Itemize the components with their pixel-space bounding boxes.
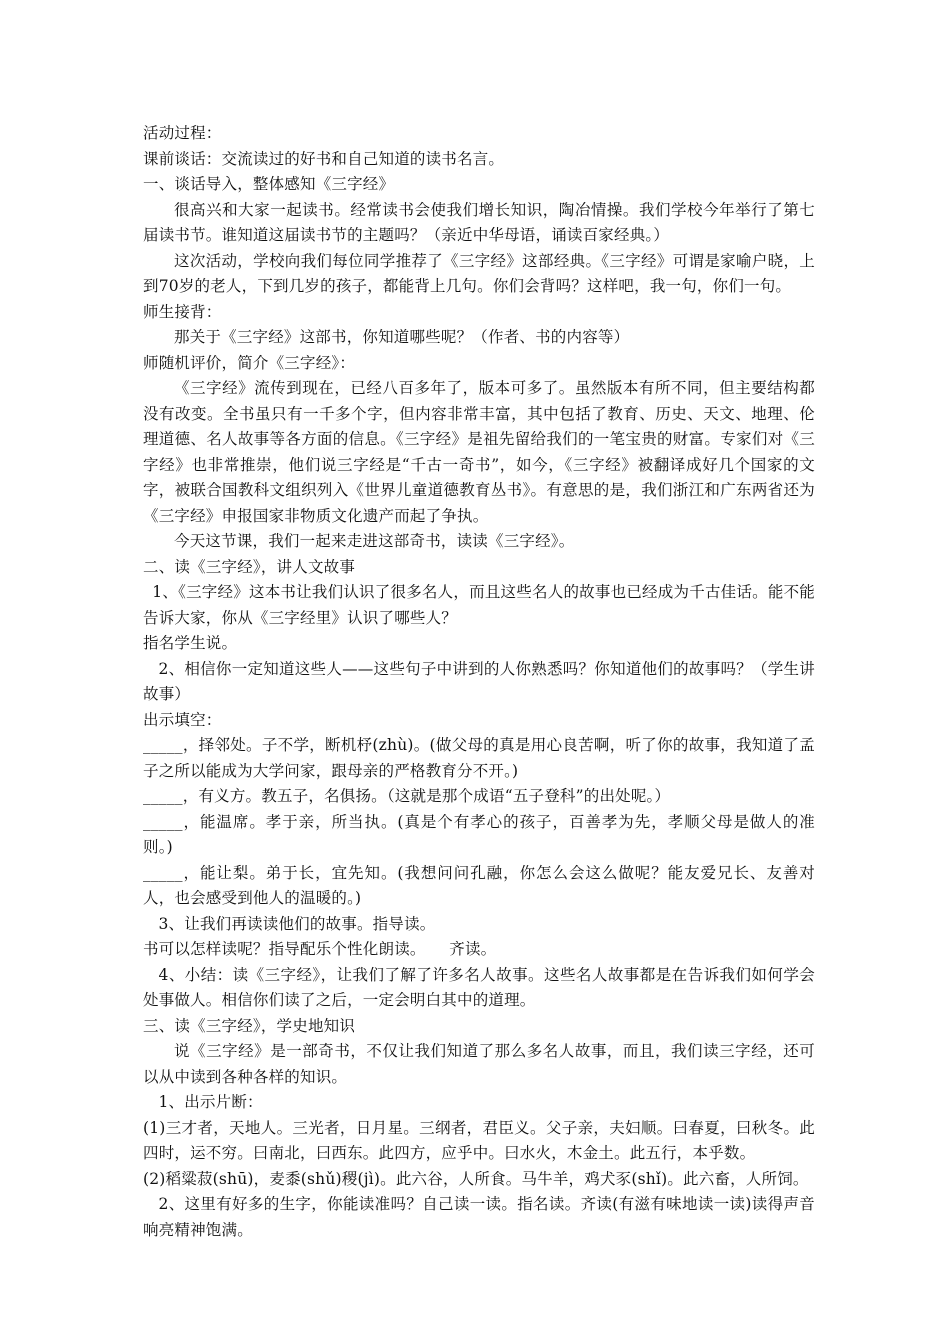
fill-blank-item: _____，能让梨。弟于长，宜先知。(我想问问孔融，你怎么会这么做呢？能友爱兄长、友善对人，也会感受到他人的温暖的。) [143, 863, 815, 907]
paragraph: 师随机评价，简介《三字经》： [143, 353, 356, 372]
paragraph: 1、《三字经》这本书让我们认识了很多名人，而且这些名人的故事也已经成为千古佳话。能不能告诉大家，你从《三字经里》认识了哪些人？ [143, 583, 815, 627]
paragraph: 《三字经》流传到现在，已经八百多年了，版本可多了。虽然版本有所不同，但主要结构都没有改变。全书虽只有一千多个字，但内容非常丰富，其中包括了教育、历史、天文、地理、伦理道德、名人故事等各方面的信息。《三字经》是祖先留给我们的一笔宝贵的财富。专家们对《三字经》也非常推崇，他们说三字经是“千古一奇书”，如今，《三字经》被翻译成好几个国家的文字，被联合国教科文组织列入《世界儿童道德教育丛书》。有意思的是，我们浙江和广东两省还为《三字经》申报国家非物质文化遗产而起了争执。 [143, 379, 815, 525]
fill-blank-item: _____，有义方。教五子，名俱扬。（这就是那个成语“五子登科”的出处呢。） [143, 787, 671, 805]
paragraph: 很高兴和大家一起读书。经常读书会使我们增长知识，陶冶情操。我们学校今年举行了第七届读书节。谁知道这届读书节的主题吗？（亲近中华母语，诵读百家经典。） [143, 200, 815, 244]
section-heading-process: 活动过程： [143, 124, 222, 142]
fill-blank-item: _____，择邻处。子不学，断机杼(zhù)。(做父母的真是用心良苦啊，听了你的故事，我知道了孟子之所以能成为大学问家，跟母亲的严格教育分不开。) [143, 736, 815, 780]
excerpt-item: (2)稻粱菽(shū)，麦黍(shǔ)稷(jì)。此六谷，人所食。马牛羊，鸡犬豕(shǐ)。此六畜，人所饲。 [143, 1169, 809, 1188]
paragraph: 那关于《三字经》这部书，你知道哪些呢？（作者、书的内容等） [174, 328, 630, 346]
fill-blank-item: _____，能温席。孝于亲，所当执。(真是个有孝心的孩子，百善孝为先，孝顺父母是做人的准则。) [143, 812, 815, 856]
paragraph: 今天这节课，我们一起来走进这部奇书，读读《三字经》。 [174, 532, 575, 550]
paragraph: 这次活动，学校向我们每位同学推荐了《三字经》这部经典。《三字经》可谓是家喻户晓，上到70岁的老人，下到几岁的孩子，都能背上几句。你们会背吗？这样吧，我一句，你们一句。 [143, 251, 815, 295]
paragraph: 4、小结：读《三字经》，让我们了解了许多名人故事。这些名人故事都是在告诉我们如何学会处事做人。相信你们读了之后，一定会明白其中的道理。 [143, 965, 815, 1009]
paragraph: 1、出示片断： [158, 1093, 263, 1111]
section-heading-1: 一、谈话导入，整体感知《三字经》 [143, 175, 395, 193]
excerpt-item: (1)三才者，天地人。三光者，日月星。三纲者，君臣义。父子亲，夫妇顺。曰春夏，曰秋冬。此四时，运不穷。曰南北，曰西东。此四方，应乎中。曰水火，木金土。此五行，本乎数。 [143, 1118, 815, 1162]
section-heading-2: 二、读《三字经》，讲人文故事 [143, 557, 356, 576]
paragraph: 出示填空： [143, 710, 222, 729]
paragraph: 2、这里有好多的生字，你能读准吗？自己读一读。指名读。齐读(有滋有味地读一读)读得声音响亮精神饱满。 [143, 1195, 815, 1239]
paragraph: 书可以怎样读呢？指导配乐个性化朗读。 齐读。 [143, 940, 497, 958]
paragraph: 说《三字经》是一部奇书，不仅让我们知道了那么多名人故事，而且，我们读三字经，还可以从中读到各种各样的知识。 [143, 1042, 815, 1086]
section-heading-3: 三、读《三字经》，学史地知识 [143, 1016, 356, 1035]
paragraph: 3、让我们再读读他们的故事。指导读。 [158, 914, 436, 933]
document-page [143, 121, 815, 1243]
paragraph: 师生接背： [143, 302, 222, 321]
paragraph: 2、相信你一定知道这些人——这些句子中讲到的人你熟悉吗？你知道他们的故事吗？（学生讲故事） [143, 659, 815, 703]
paragraph: 指名学生说。 [143, 634, 238, 652]
pre-class-talk: 课前谈话：交流读过的好书和自己知道的读书名言。 [143, 149, 505, 168]
